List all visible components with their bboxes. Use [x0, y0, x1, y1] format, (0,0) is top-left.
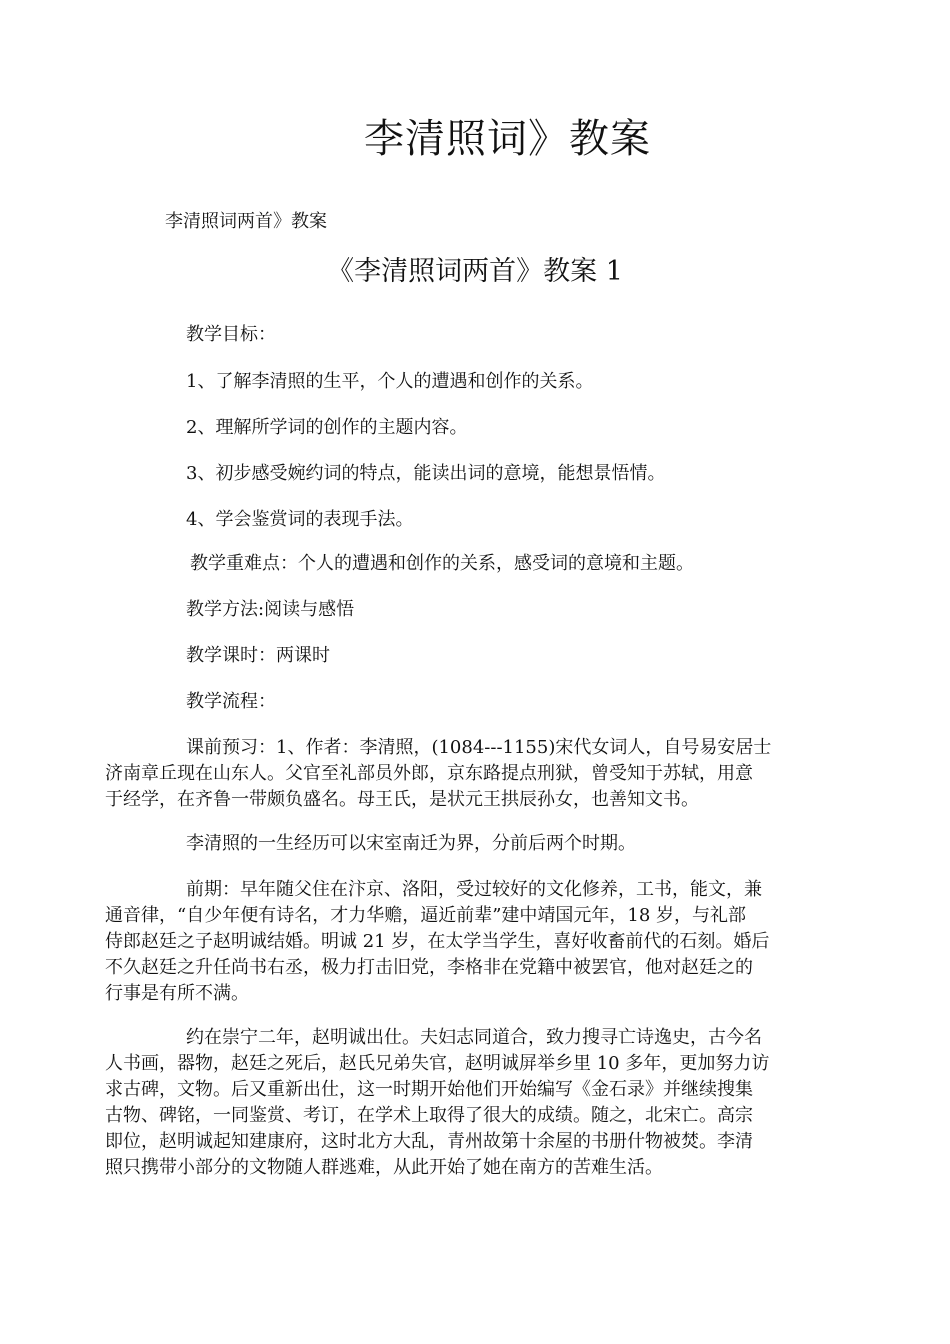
- teaching-method: 教学方法:阅读与感悟: [186, 599, 355, 620]
- teaching-hours: 教学课时：两课时: [186, 645, 330, 666]
- paragraph-line: 课前预习：1、作者：李清照，(1084---1155)宋代女词人，自号易安居士: [186, 737, 772, 758]
- paragraph-line: 通音律，“自少年便有诗名，才力华赡，逼近前辈”建中靖国元年，18 岁，与礼部: [105, 905, 747, 926]
- paragraph-line: 侍郎赵廷之子赵明诚结婚。明诚 21 岁，在太学当学生，喜好收畜前代的石刻。婚后: [105, 931, 770, 952]
- goal-item: 4、学会鉴赏词的表现手法。: [186, 509, 414, 530]
- paragraph-line: 行事是有所不满。: [105, 983, 249, 1004]
- paragraph-line: 于经学，在齐鲁一带颇负盛名。母王氏，是状元王拱辰孙女，也善知文书。: [105, 789, 699, 810]
- later-period-paragraph: [105, 1025, 857, 1181]
- document-title: 李清照词》教案: [364, 116, 651, 162]
- paragraph-line: 古物、碑铭，一同鉴赏、考订，在学术上取得了很大的成绩。随之，北宋亡。高宗: [105, 1105, 753, 1126]
- periods-paragraph: [105, 831, 857, 857]
- goal-item: 1、了解李清照的生平，个人的遭遇和创作的关系。: [186, 371, 594, 392]
- paragraph-line: 人书画，器物，赵廷之死后，赵氏兄弟失官，赵明诚屏举乡里 10 多年，更加努力访: [105, 1053, 770, 1074]
- paragraph-line: 李清照的一生经历可以宋室南迁为界，分前后两个时期。: [186, 833, 636, 854]
- goal-item: 2、理解所学词的创作的主题内容。: [186, 417, 468, 438]
- subtitle-line: 李清照词两首》教案: [165, 211, 327, 232]
- section-heading: 《李清照词两首》教案 1: [327, 256, 623, 287]
- paragraph-line: 前期：早年随父住在汴京、洛阳，受过较好的文化修养，工书，能文，兼: [186, 879, 762, 900]
- paragraph-line: 济南章丘现在山东人。父官至礼部员外郎，京东路提点刑狱，曾受知于苏轼，用意: [105, 763, 753, 784]
- paragraph-line: 照只携带小部分的文物随人群逃难，从此开始了她在南方的苦难生活。: [105, 1157, 663, 1178]
- paragraph-line: 求古碑，文物。后又重新出仕，这一时期开始他们开始编写《金石录》并继续搜集: [105, 1079, 753, 1100]
- key-points: 教学重难点：个人的遭遇和创作的关系，感受词的意境和主题。: [190, 553, 694, 574]
- flow-label: 教学流程：: [186, 691, 276, 712]
- paragraph-line: 不久赵廷之升任尚书右丞，极力打击旧党，李格非在党籍中被罢官，他对赵廷之的: [105, 957, 753, 978]
- goal-item: 3、初步感受婉约词的特点，能读出词的意境，能想景悟情。: [186, 463, 666, 484]
- early-period-paragraph: [105, 877, 857, 1007]
- preview-paragraph: [105, 735, 857, 813]
- goals-label: 教学目标：: [186, 324, 276, 345]
- paragraph-line: 约在崇宁二年，赵明诚出仕。夫妇志同道合，致力搜寻亡诗逸史，古今名: [186, 1027, 762, 1048]
- paragraph-line: 即位，赵明诚起知建康府，这时北方大乱，青州故第十余屋的书册什物被焚。李清: [105, 1131, 753, 1152]
